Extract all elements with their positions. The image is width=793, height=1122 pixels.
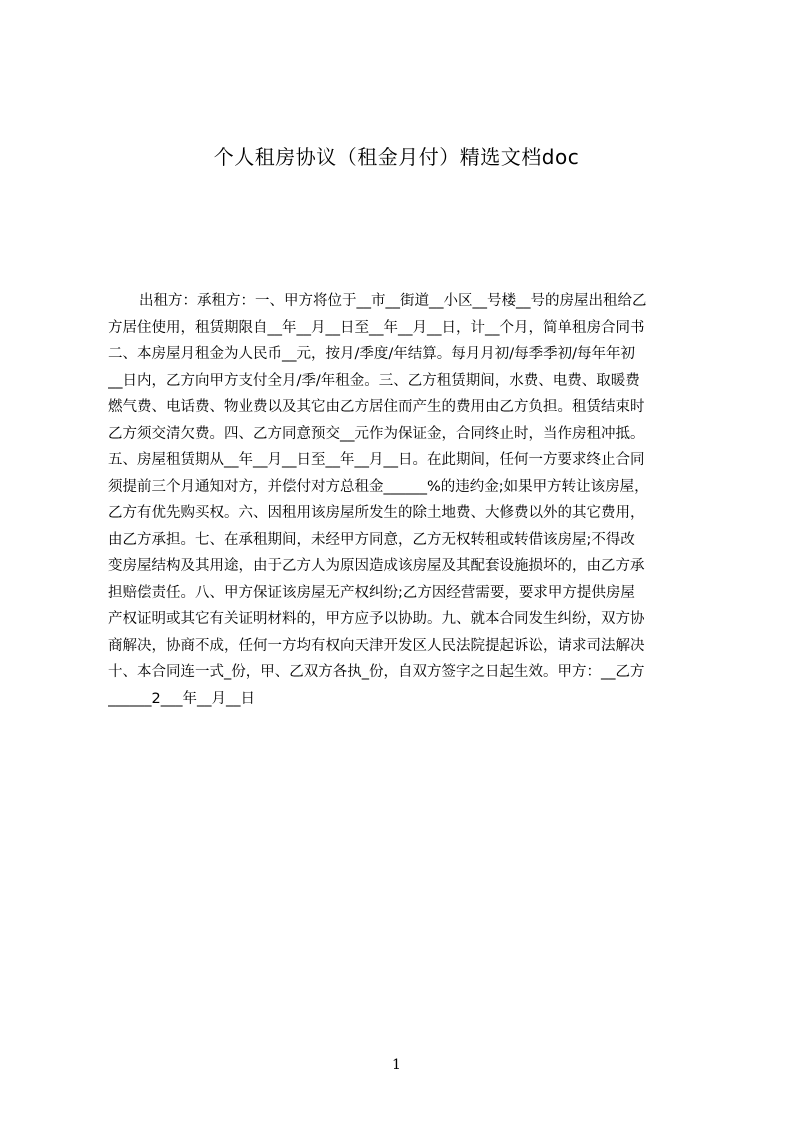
page-number: 1 [392, 1057, 401, 1073]
body-line-6: 乙方须交清欠费。四、乙方同意预交__元作为保证金，合同终止时，当作房租冲抵。 [108, 425, 645, 442]
body-line-3: 二、本房屋月租金为人民币__元，按月/季度/年结算。每月月初/每季季初/每年年初 [108, 346, 636, 362]
body-line-14: 商解决，协商不成，任何一方均有权向天津开发区人民法院提起诉讼，请求司法解决 [108, 637, 645, 654]
body-line-9: 乙方有优先购买权。六、因租用该房屋所发生的除土地费、大修费以外的其它费用， [108, 505, 645, 521]
body-line-15: 十、本合同连一式_份，甲、乙双方各执_份，自双方签字之日起生效。甲方：__乙方 [108, 664, 645, 680]
body-line-4: __日内，乙方向甲方支付全月/季/年租金。三、乙方租赁期间，水费、电费、取暖费 [108, 372, 640, 389]
body-line-11: 变房屋结构及其用途，由于乙方人为原因造成该房屋及其配套设施损坏的，由乙方承 [108, 558, 645, 574]
agreement-body [108, 288, 700, 712]
body-line-10: 由乙方承担。七、在承租期间，未经甲方同意，乙方无权转租或转借该房屋;不得改 [108, 531, 635, 548]
body-line-12: 担赔偿责任。八、甲方保证该房屋无产权纠纷;乙方因经营需要，要求甲方提供房屋 [108, 584, 635, 601]
body-line-5: 燃气费、电话费、物业费以及其它由乙方居住而产生的费用由乙方负担。租赁结束时 [108, 399, 645, 415]
body-line-8: 须提前三个月通知对方，并偿付对方总租金______%的违约金;如果甲方转让该房屋， [108, 478, 649, 495]
document-title: 个人租房协议（租金月付）精选文档doc [213, 145, 580, 169]
body-line-16: ______2___年__月__日 [108, 690, 255, 707]
body-line-1: 出租方：承租方：一、甲方将位于__市__街道__小区__号楼__号的房屋出租给乙 [139, 293, 647, 309]
body-line-2: 方居住使用，租赁期限自__年__月__日至__年__月__日，计__个月，简单租房合同书 [108, 319, 645, 336]
body-line-13: 产权证明或其它有关证明材料的，甲方应予以协助。九、就本合同发生纠纷，双方协 [108, 611, 645, 627]
body-line-7: 五、房屋租赁期从__年__月__日至__年__月__日。在此期间，任何一方要求终止合同 [108, 452, 645, 468]
